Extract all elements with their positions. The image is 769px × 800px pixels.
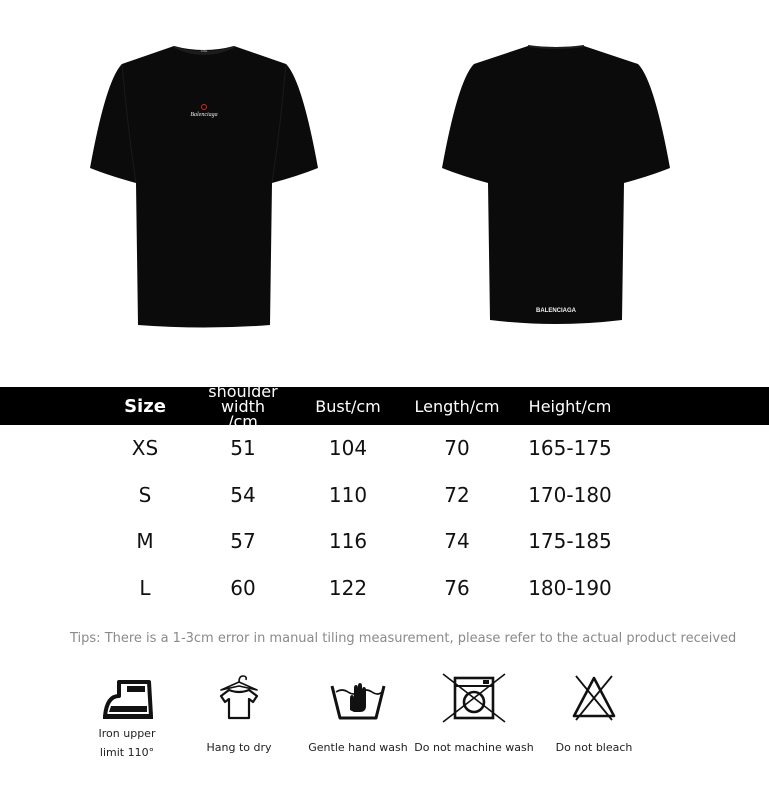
care-iron-label-1: Iron upper bbox=[98, 727, 156, 740]
header-length: Length/cm bbox=[414, 396, 500, 416]
cell-height: 180-190 bbox=[528, 575, 612, 600]
header-shoulder-line2: /cm bbox=[228, 411, 258, 431]
cell-length: 72 bbox=[444, 482, 470, 507]
care-iron bbox=[88, 672, 166, 762]
care-instructions bbox=[0, 672, 769, 772]
cell-bust: 122 bbox=[328, 575, 368, 600]
table-row bbox=[0, 425, 769, 472]
table-row bbox=[0, 565, 769, 612]
cell-shoulder: 57 bbox=[230, 529, 256, 554]
front-logo-text: Balenciaga bbox=[190, 112, 218, 118]
cell-length: 70 bbox=[444, 436, 470, 461]
care-no-bleach bbox=[552, 672, 636, 757]
cell-shoulder: 60 bbox=[230, 575, 256, 600]
cell-size: L bbox=[139, 575, 151, 600]
cell-height: 165-175 bbox=[528, 436, 612, 461]
care-hand-wash bbox=[306, 672, 410, 757]
hanger-shirt-icon bbox=[217, 672, 261, 724]
care-no-machine-wash bbox=[414, 672, 534, 757]
svg-text:SIZE: SIZE bbox=[200, 49, 208, 53]
care-hand-wash-label: Gentle hand wash bbox=[308, 741, 408, 754]
care-iron-label-2: limit 110° bbox=[99, 746, 155, 759]
cell-bust: 116 bbox=[328, 529, 368, 554]
care-hang-label: Hang to dry bbox=[206, 741, 272, 754]
cell-bust: 104 bbox=[328, 436, 368, 461]
iron-icon bbox=[97, 672, 157, 724]
care-no-bleach-label: Do not bleach bbox=[555, 741, 633, 754]
cell-height: 175-185 bbox=[528, 529, 612, 554]
cell-height: 170-180 bbox=[528, 482, 612, 507]
product-images bbox=[0, 0, 769, 360]
header-size: Size bbox=[124, 395, 166, 417]
header-shoulder bbox=[184, 381, 302, 431]
header-bust: Bust/cm bbox=[315, 396, 381, 416]
cell-length: 76 bbox=[444, 575, 470, 600]
cell-bust: 110 bbox=[328, 482, 368, 507]
header-shoulder-line1: shoulder width bbox=[208, 381, 278, 416]
tshirt-back-image bbox=[436, 40, 676, 330]
table-row bbox=[0, 518, 769, 565]
no-bleach-icon bbox=[570, 672, 618, 724]
cell-length: 74 bbox=[444, 529, 470, 554]
no-machine-wash-icon bbox=[439, 672, 509, 724]
cell-size: S bbox=[138, 482, 152, 507]
cell-shoulder: 54 bbox=[230, 482, 256, 507]
cell-size: M bbox=[136, 529, 154, 554]
cell-shoulder: 51 bbox=[230, 436, 256, 461]
measurement-tip: Tips: There is a 1-3cm error in manual tiling measurement, please refer to the actual product received bbox=[70, 631, 737, 646]
care-hang bbox=[200, 672, 278, 757]
back-logo-text: BALENCIAGA bbox=[536, 308, 576, 314]
cell-size: XS bbox=[131, 436, 159, 461]
hand-wash-icon bbox=[328, 672, 388, 724]
care-no-machine-wash-label: Do not machine wash bbox=[414, 741, 534, 754]
table-row bbox=[0, 472, 769, 519]
size-chart-header bbox=[0, 381, 769, 431]
tshirt-front-image bbox=[84, 40, 324, 330]
header-height: Height/cm bbox=[528, 396, 612, 416]
size-chart-table bbox=[0, 381, 769, 611]
